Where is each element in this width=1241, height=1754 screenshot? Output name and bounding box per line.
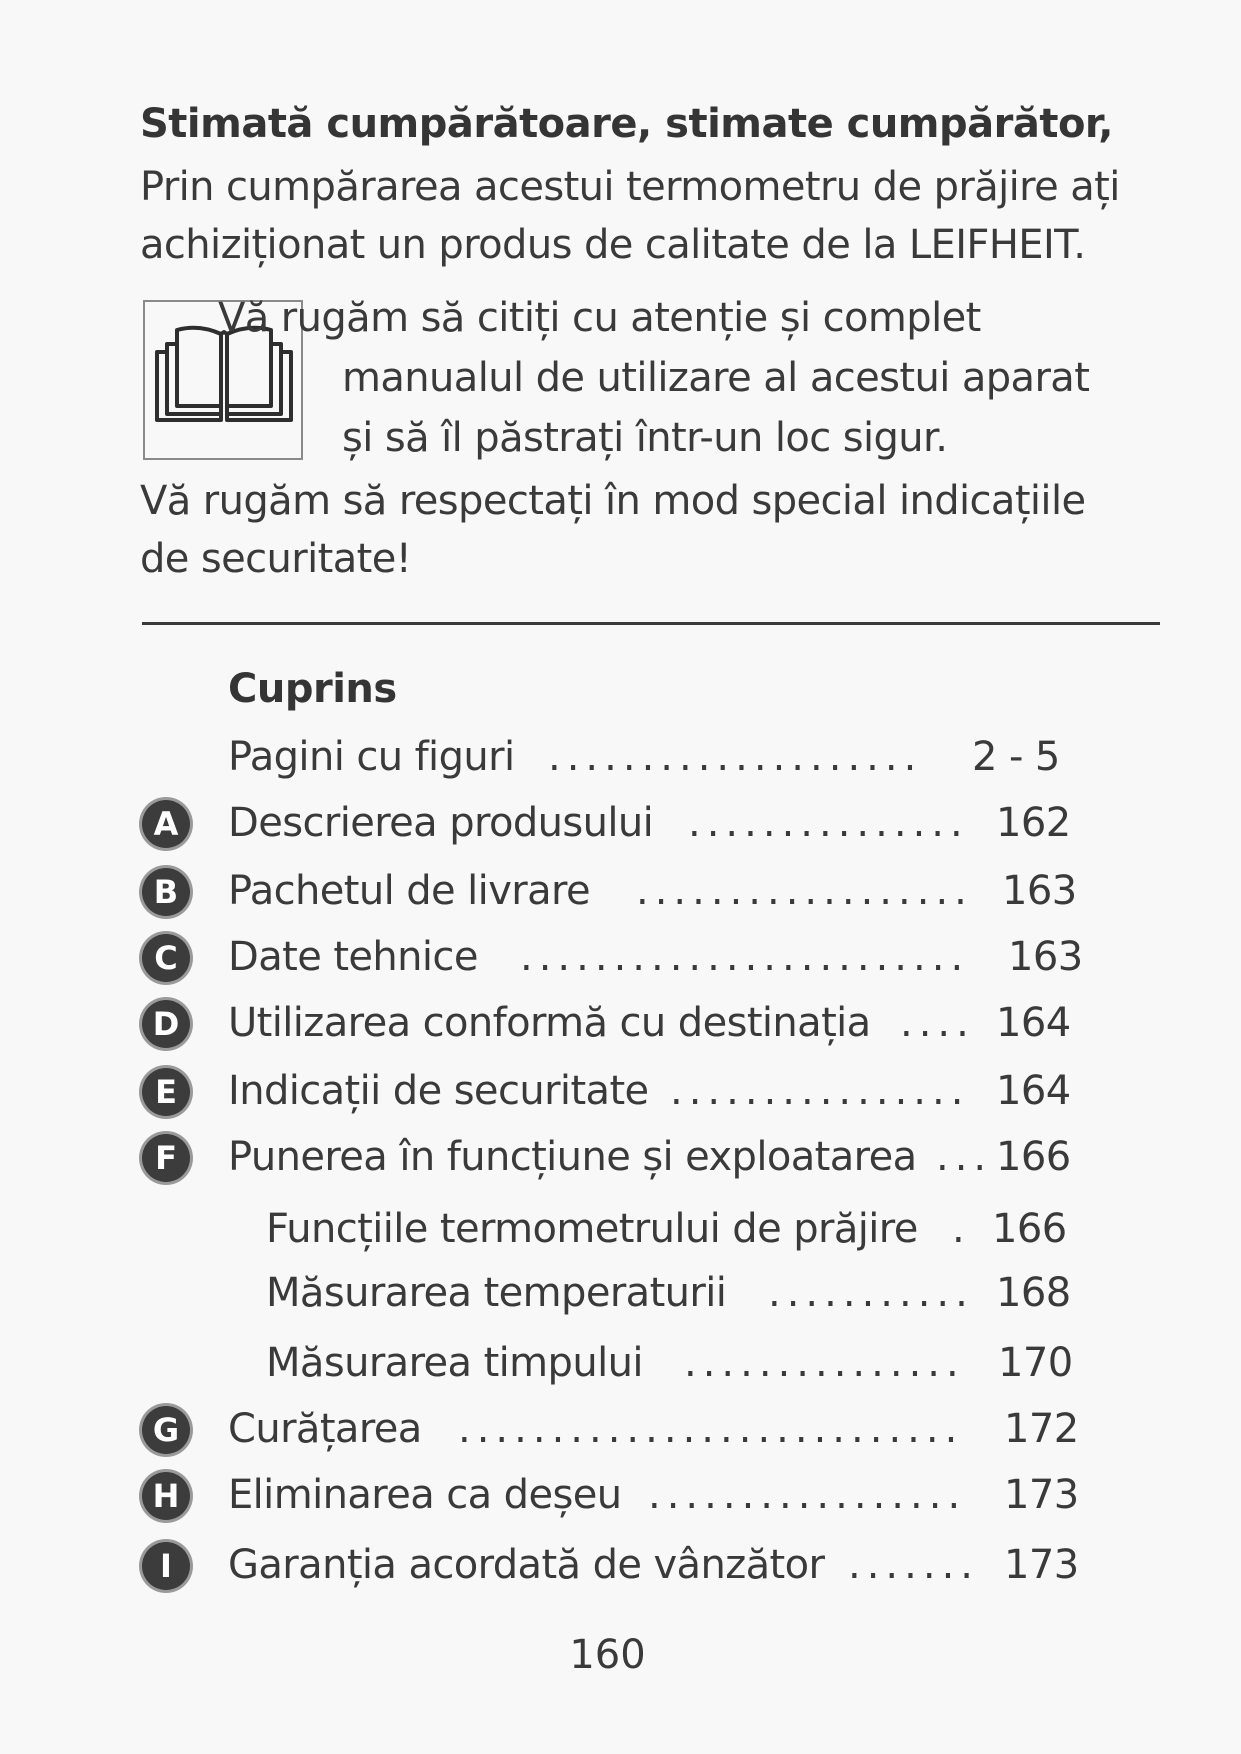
section-badge: I — [142, 1542, 190, 1590]
toc-entry-label: Date tehnice — [228, 934, 478, 980]
toc-entry[interactable] — [140, 994, 1080, 1052]
safety-line: Vă rugăm să respectați în mod special indicațiile — [140, 478, 1086, 524]
toc-entry[interactable] — [140, 1400, 1080, 1458]
read-line: manualul de utilizare al acestui aparat — [342, 355, 1090, 401]
toc-page-number: 162 — [996, 800, 1071, 846]
toc-leader-dots: ........................ — [520, 934, 970, 980]
toc-entry[interactable] — [140, 794, 1080, 852]
toc-leader-dots: ... — [936, 1134, 993, 1180]
toc-entry-label: Punerea în funcțiune și exploatarea — [228, 1134, 917, 1180]
section-badge: B — [142, 868, 190, 916]
toc-entry[interactable] — [140, 1536, 1080, 1594]
toc-entry-label: Pachetul de livrare — [228, 868, 590, 914]
greeting-heading: Stimată cumpărătoare, stimate cumpărător, — [140, 101, 1113, 147]
toc-entry-label: Utilizarea conformă cu destinația — [228, 1000, 871, 1046]
toc-entry[interactable] — [140, 728, 1080, 786]
section-badge: F — [142, 1134, 190, 1182]
toc-entry[interactable] — [140, 1062, 1080, 1120]
section-badge: A — [142, 800, 190, 848]
toc-entry-label: Garanția acordată de vânzător — [228, 1542, 825, 1588]
read-manual-paragraph — [218, 288, 1089, 468]
toc-entry[interactable] — [140, 928, 1083, 986]
toc-leader-dots: ........... — [768, 1270, 974, 1316]
toc-subentry[interactable] — [140, 1334, 1080, 1392]
read-line: Vă rugăm să citiți cu atenție și complet — [218, 295, 981, 341]
toc-leader-dots: ................ — [670, 1068, 970, 1114]
section-badge: D — [142, 1000, 190, 1048]
toc-page-number: 168 — [996, 1270, 1071, 1316]
toc-leader-dots: ................. — [648, 1472, 967, 1518]
toc-page-number: 172 — [1004, 1406, 1079, 1452]
toc-leader-dots: ............... — [684, 1340, 965, 1386]
toc-page-number: 2 - 5 — [972, 734, 1060, 780]
toc-page-number: 164 — [996, 1000, 1071, 1046]
toc-page-number: 163 — [1008, 934, 1083, 980]
toc-entry-label: Pagini cu figuri — [228, 734, 515, 780]
section-badge: E — [142, 1068, 190, 1116]
toc-entry-label: Eliminarea ca deșeu — [228, 1472, 622, 1518]
section-divider — [142, 622, 1160, 625]
toc-entry-label: Descrierea produsului — [228, 800, 654, 846]
section-badge: H — [142, 1472, 190, 1520]
toc-leader-dots: .................. — [636, 868, 973, 914]
read-line: și să îl păstrați într-un loc sigur. — [342, 415, 948, 461]
toc-leader-dots: ............... — [688, 800, 969, 846]
toc-entry-label: Funcțiile termometrului de prăjire — [266, 1206, 918, 1252]
section-badge: G — [142, 1406, 190, 1454]
toc-entry-label: Măsurarea timpului — [266, 1340, 643, 1386]
toc-page-number: 166 — [996, 1134, 1071, 1180]
toc-subentry[interactable] — [140, 1200, 1080, 1258]
section-badge: C — [142, 934, 190, 982]
intro-line: Prin cumpărarea acestui termometru de prăjire ați — [140, 164, 1120, 210]
toc-entry-label: Indicații de securitate — [228, 1068, 649, 1114]
toc-subentry[interactable] — [140, 1264, 1080, 1322]
toc-page-number: 163 — [1002, 868, 1077, 914]
toc-page-number: 164 — [996, 1068, 1071, 1114]
toc-page-number: 173 — [1004, 1472, 1079, 1518]
toc-page-number: 170 — [998, 1340, 1073, 1386]
toc-entry-label: Curățarea — [228, 1406, 422, 1452]
toc-leader-dots: .................... — [548, 734, 923, 780]
toc-leader-dots: ........................... — [458, 1406, 964, 1452]
safety-paragraph — [140, 472, 1140, 588]
toc-entry[interactable] — [140, 862, 1080, 920]
toc-leader-dots: .... — [900, 1000, 975, 1046]
toc-entry[interactable] — [140, 1128, 1080, 1186]
toc-title: Cuprins — [228, 666, 397, 712]
toc-page-number: 166 — [992, 1206, 1067, 1252]
toc-page-number: 173 — [1004, 1542, 1079, 1588]
toc-leader-dots: ....... — [848, 1542, 980, 1588]
toc-entry-label: Măsurarea temperaturii — [266, 1270, 727, 1316]
toc-entry[interactable] — [140, 1466, 1080, 1524]
page-number: 160 — [569, 1632, 646, 1678]
toc-leader-dots: . — [952, 1206, 971, 1252]
safety-line: de securitate! — [140, 536, 412, 582]
intro-paragraph — [140, 158, 1140, 274]
intro-line: achiziționat un produs de calitate de la LEIFHEIT. — [140, 222, 1086, 268]
